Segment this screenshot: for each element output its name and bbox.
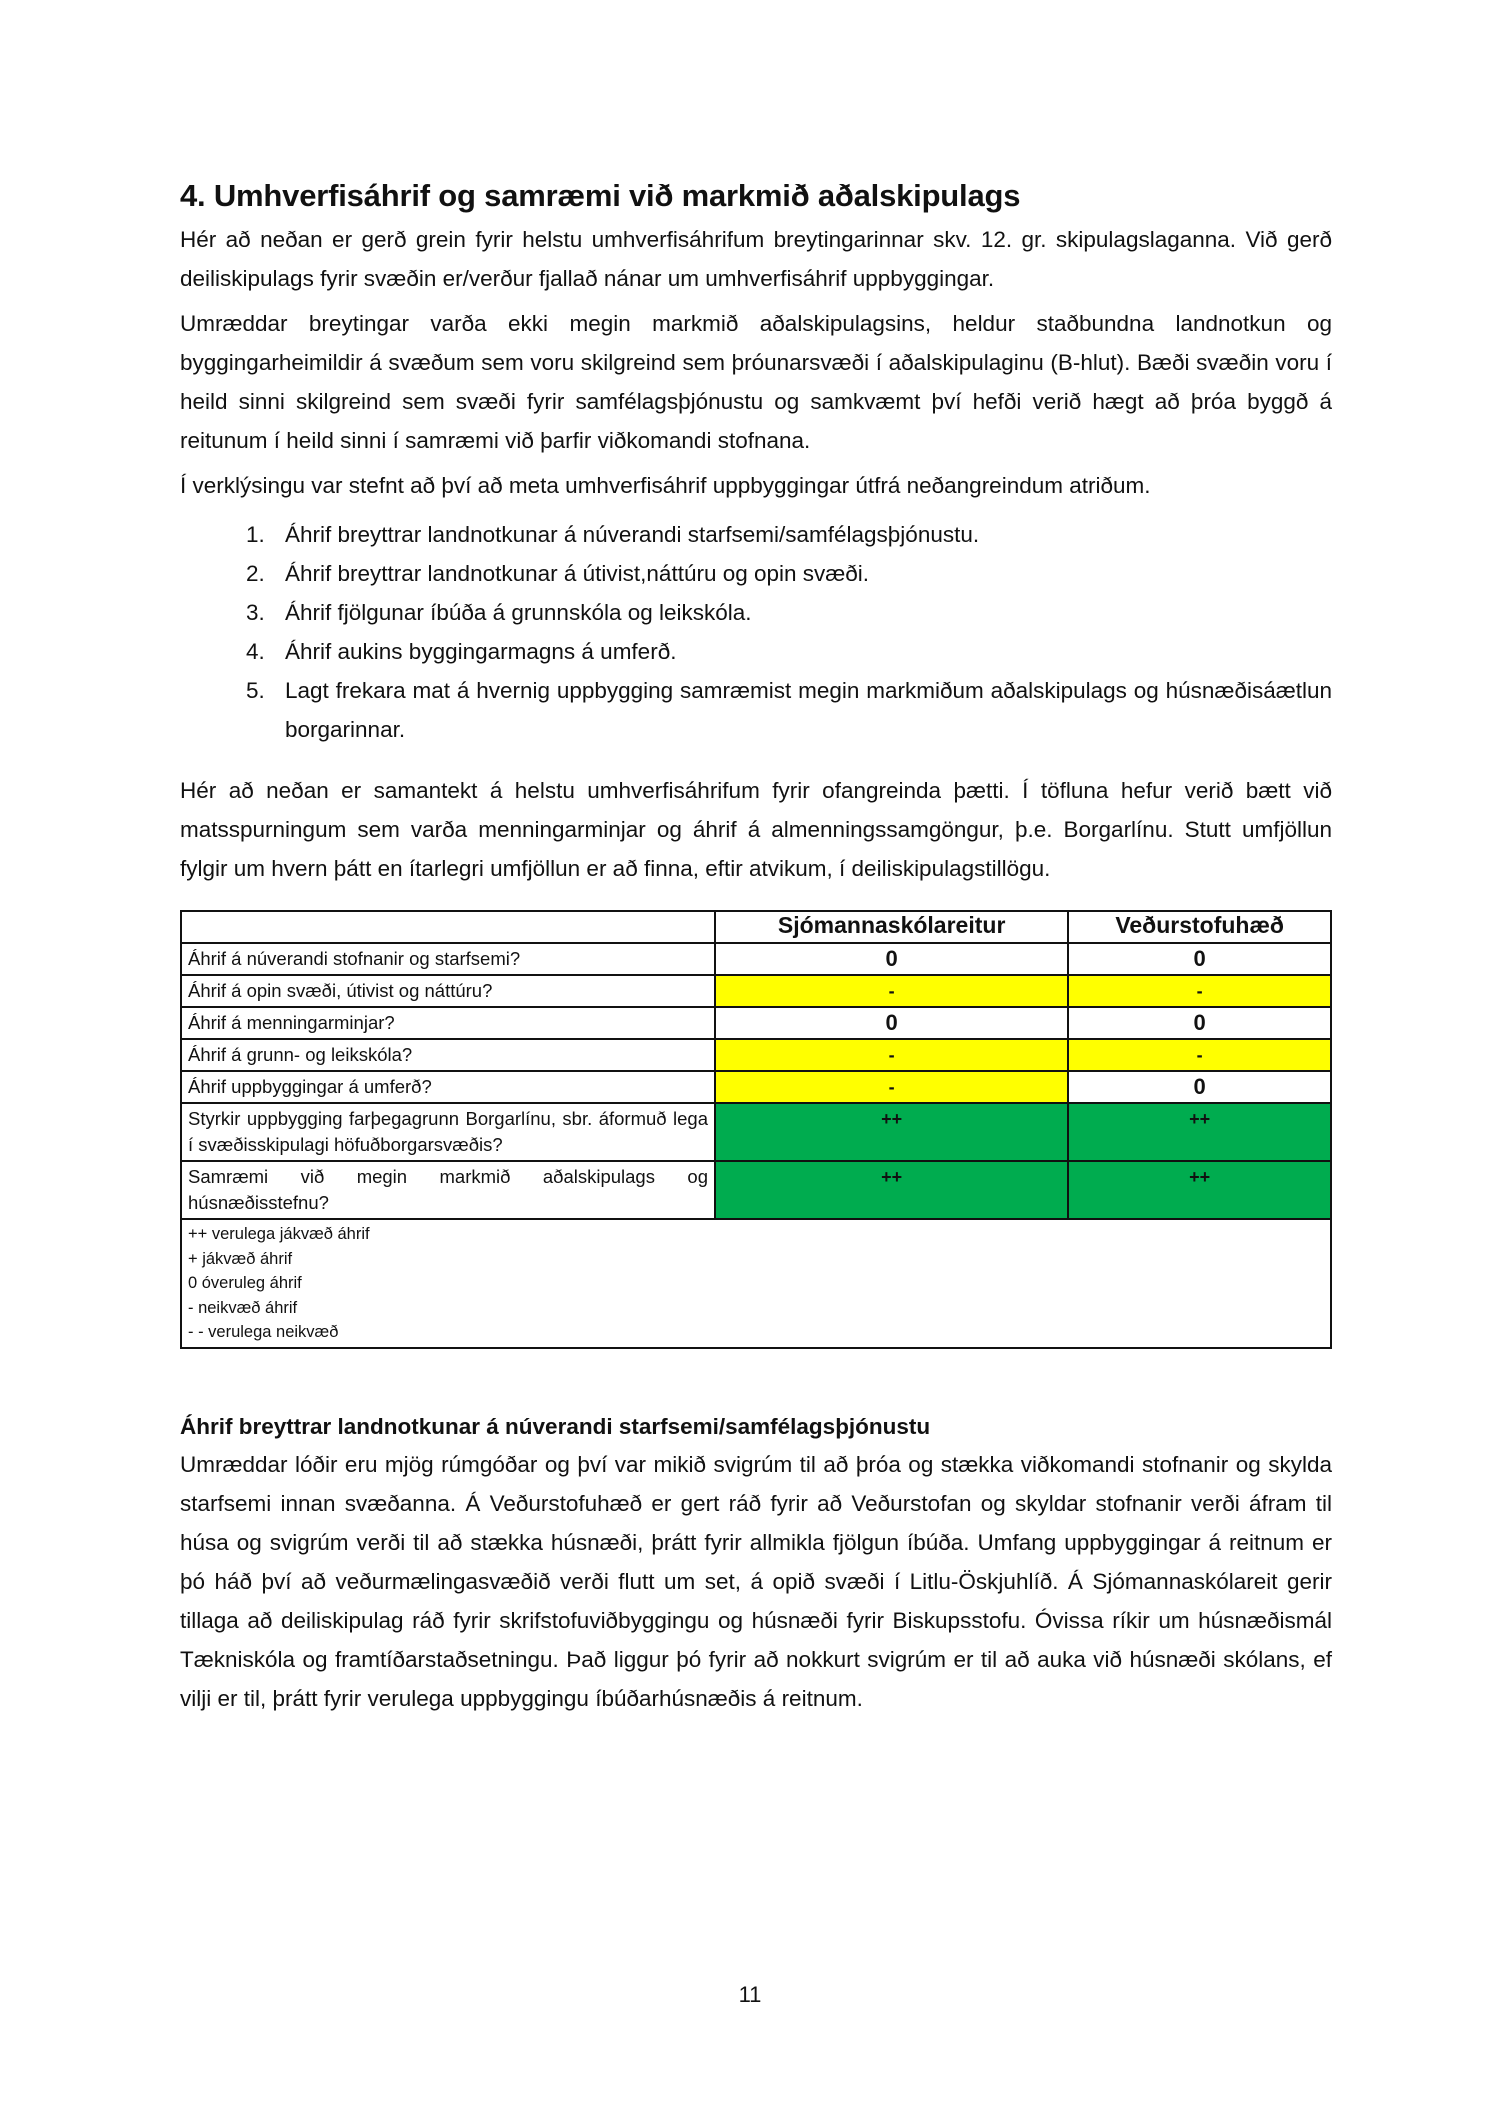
table-row	[181, 1103, 1331, 1161]
question-cell: Áhrif á núverandi stofnanir og starfsemi?	[181, 943, 715, 975]
table-row	[181, 1007, 1331, 1039]
rating-vedurstofuhaed: -	[1068, 1039, 1331, 1071]
header-sjomannaskolareitur: Sjómannaskólareitur	[715, 911, 1068, 943]
rating-vedurstofuhaed: 0	[1068, 1007, 1331, 1039]
rating-sjomannaskolareitur: 0	[715, 943, 1068, 975]
paragraph-scope: Umræddar breytingar varða ekki megin markmið aðalskipulagsins, heldur staðbundna landnotkun og byggingarheimildir á svæðum sem voru skilgreind sem þróunarsvæði í aðalskipulaginu (B-hlut). Bæði svæðin voru í heild sinni skilgreind sem svæði fyrir samfélagsþjónustu og samkvæmt því hefði verið hægt að þróa byggð á reitunum í heild sinni í samræmi við þarfir viðkomandi stofnana.	[180, 311, 1332, 453]
question-cell: Áhrif á opin svæði, útivist og náttúru?	[181, 975, 715, 1007]
document-page	[180, 178, 1332, 1726]
rating-sjomannaskolareitur: -	[715, 975, 1068, 1007]
rating-vedurstofuhaed: -	[1068, 975, 1331, 1007]
rating-sjomannaskolareitur: 0	[715, 1007, 1068, 1039]
table-header-row	[181, 911, 1331, 943]
legend-cell	[181, 1219, 1331, 1348]
assessment-list	[180, 515, 1332, 749]
question-cell: Styrkir uppbygging farþegagrunn Borgarlínu, sbr. áformuð lega í svæðisskipulagi höfuðborgarsvæðis?	[181, 1103, 715, 1161]
rating-sjomannaskolareitur: -	[715, 1071, 1068, 1103]
legend-item: - - verulega neikvæð	[188, 1323, 339, 1341]
table-row	[181, 1161, 1331, 1219]
rating-vedurstofuhaed: 0	[1068, 1071, 1331, 1103]
legend-item: - neikvæð áhrif	[188, 1298, 298, 1317]
paragraph-method: Í verklýsingu var stefnt að því að meta umhverfisáhrif uppbyggingar útfrá neðangreindum atriðum.	[180, 473, 1151, 498]
question-cell: Áhrif á menningarminjar?	[181, 1007, 715, 1039]
paragraph-summary: Hér að neðan er samantekt á helstu umhverfisáhrifum fyrir ofangreinda þætti. Í töfluna hefur verið bætt við matsspurningum sem varða menningarminjar og áhrif á almenningssamgöngur, þ.e. Borgarlínu. Stutt umfjöllun fylgir um hvern þátt en ítarlegri umfjöllun er að finna, eftir atvikum, í deiliskipulagstillögu.	[180, 778, 1332, 881]
subsection-body: Umræddar lóðir eru mjög rúmgóðar og því var mikið svigrúm til að þróa og stækka viðkomandi stofnanir og skylda starfsemi innan svæðanna. Á Veðurstofuhæð er gert ráð fyrir að Veðurstofan og skyldar stofnanir verði áfram til húsa og svigrúm verði til að stækka húsnæði, þrátt fyrir allmikla fjölgun íbúða. Umfang uppbyggingar á reitnum er þó háð því að veðurmælingasvæðið verði flutt um set, á opið svæði í Litlu-Öskjuhlíð. Á Sjómannaskólareit gerir tillaga að deiliskipulag ráð fyrir skrifstofuviðbyggingu og húsnæði fyrir Biskupsstofu. Óvissa ríkir um húsnæðismál Tækniskóla og framtíðarstaðsetningu. Það liggur þó fyrir að nokkurt svigrúm er til að auka við húsnæði skólans, ef vilji er til, þrátt fyrir verulega uppbyggingu íbúðarhúsnæðis á reitnum.	[180, 1451, 1332, 1711]
list-item: 5. Lagt frekara mat á hvernig uppbygging samræmist megin markmiðum aðalskipulags og húsnæðisáætlun borgarinnar.	[271, 671, 1332, 749]
question-cell: Samræmi við megin markmið aðalskipulags og húsnæðisstefnu?	[181, 1161, 715, 1219]
question-cell: Áhrif uppbyggingar á umferð?	[181, 1071, 715, 1103]
list-item: 2. Áhrif breyttrar landnotkunar á útivist,náttúru og opin svæði.	[271, 554, 1332, 593]
legend-item: ++ verulega jákvæð áhrif	[188, 1225, 370, 1243]
table-row	[181, 943, 1331, 975]
header-vedurstofuhaed: Veðurstofuhæð	[1068, 911, 1331, 943]
rating-sjomannaskolareitur: -	[715, 1039, 1068, 1071]
table-row	[181, 1039, 1331, 1071]
intro-paragraph: Hér að neðan er gerð grein fyrir helstu umhverfisáhrifum breytingarinnar skv. 12. gr. skipulagslaganna. Við gerð deiliskipulags fyrir svæðin er/verður fjallað nánar um umhverfisáhrif uppbyggingar.	[180, 227, 1332, 291]
page-number: 11	[738, 1982, 762, 2007]
rating-sjomannaskolareitur: ++	[715, 1103, 1068, 1161]
table-row	[181, 1071, 1331, 1103]
subsection-title: Áhrif breyttrar landnotkunar á núverandi starfsemi/samfélagsþjónustu	[180, 1413, 931, 1439]
legend-item: + jákvæð áhrif	[188, 1249, 293, 1268]
rating-vedurstofuhaed: ++	[1068, 1103, 1331, 1161]
table-row	[181, 975, 1331, 1007]
legend-row	[181, 1219, 1331, 1348]
header-empty	[181, 911, 715, 943]
rating-vedurstofuhaed: 0	[1068, 943, 1331, 975]
list-item: 4. Áhrif aukins byggingarmagns á umferð.	[271, 632, 1332, 671]
list-item: 3. Áhrif fjölgunar íbúða á grunnskóla og leikskóla.	[271, 593, 1332, 632]
impact-table	[180, 910, 1332, 1349]
legend-item: 0 óveruleg áhrif	[188, 1274, 302, 1292]
rating-vedurstofuhaed: ++	[1068, 1161, 1331, 1219]
list-item: 1. Áhrif breyttrar landnotkunar á núverandi starfsemi/samfélagsþjónustu.	[271, 515, 1332, 554]
section-title: 4. Umhverfisáhrif og samræmi við markmið aðalskipulags	[180, 178, 1021, 213]
question-cell: Áhrif á grunn- og leikskóla?	[181, 1039, 715, 1071]
rating-sjomannaskolareitur: ++	[715, 1161, 1068, 1219]
